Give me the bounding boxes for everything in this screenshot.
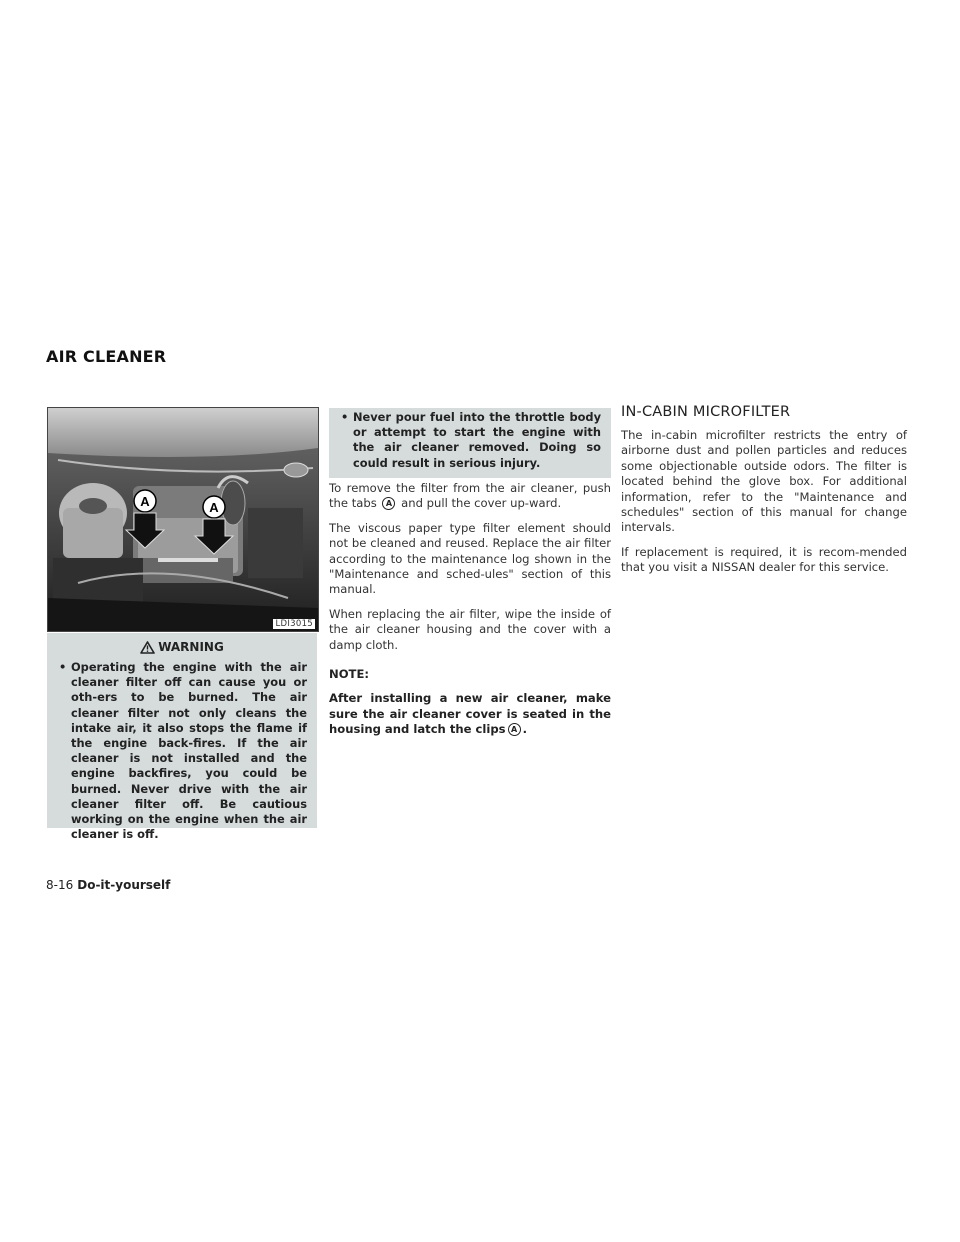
page-footer	[46, 878, 170, 892]
warning-box-continued	[329, 408, 611, 478]
note-text-body: After installing a new air cleaner, make sure the air cleaner cover is seated in the housing and latch the clips	[329, 691, 611, 737]
warning-bullet: • Operating the engine with the air cleaner filter off can cause you or oth-ers to be burned. The air cleaner filter not only cleans the intake air, it also stops the flame if the engine back-fires. If the air cleaner is not installed and the engine backfires, you could be burned. Never drive with the air cleaner filter off. Be cautious working on the engine when the air cleaner is off.	[47, 660, 317, 842]
note-label: NOTE:	[329, 667, 370, 682]
callout-a-icon: A	[382, 497, 395, 510]
subsection-heading: IN-CABIN MICROFILTER	[621, 404, 791, 420]
svg-text:A: A	[140, 494, 150, 509]
figure-code: LDI3015	[275, 619, 313, 629]
chapter-name: Do-it-yourself	[77, 878, 171, 892]
engine-bay-figure	[47, 407, 319, 632]
column-3	[621, 400, 907, 585]
warning-icon	[140, 641, 155, 654]
page-number: 8-16	[46, 878, 74, 892]
column-2	[329, 481, 611, 747]
paragraph: The in-cabin microfilter restricts the entry of airborne dust and pollen particles and reduces some objectionable outside odors. The filter is located behind the glove box. For additional information, refer to the "Maintenance and schedules" section of this manual for change intervals.	[621, 428, 907, 535]
note-text-end: .	[522, 722, 527, 737]
note-text	[329, 691, 611, 737]
section-title: AIR CLEANER	[46, 347, 167, 366]
warning-bullet: • Never pour fuel into the throttle body or attempt to start the engine with the air cleaner removed. Doing so could result in serious injury.	[329, 410, 611, 471]
engine-bay-illustration	[48, 408, 318, 631]
warning-box	[47, 633, 317, 842]
paragraph-text: To remove the filter from the air cleaner, push the tabs	[329, 481, 611, 511]
warning-title: WARNING	[158, 640, 224, 654]
callout-a-icon: A	[508, 723, 521, 736]
warning-heading	[47, 640, 317, 654]
paragraph: The viscous paper type filter element should not be cleaned and reused. Replace the air filter according to the maintenance log shown in the "Maintenance and sched-ules" section of this manual.	[329, 520, 611, 597]
paragraph	[329, 481, 611, 512]
paragraph: When replacing the air filter, wipe the inside of the air cleaner housing and the cover with a damp cloth.	[329, 606, 611, 652]
paragraph: If replacement is required, it is recom-mended that you visit a NISSAN dealer for this service.	[621, 544, 907, 575]
svg-text:A: A	[209, 500, 219, 515]
paragraph-text: and pull the cover up-ward.	[401, 496, 562, 511]
